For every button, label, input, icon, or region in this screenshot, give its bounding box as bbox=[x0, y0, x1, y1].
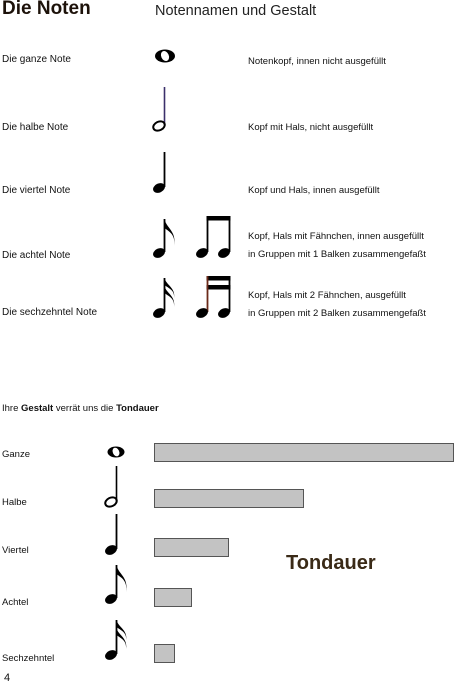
duration-label: Tondauer bbox=[286, 552, 376, 574]
duration-name-whole: Ganze bbox=[2, 449, 30, 460]
duration-name-eighth: Achtel bbox=[2, 597, 29, 608]
duration-bar-half bbox=[154, 489, 304, 508]
duration-name-half: Halbe bbox=[2, 497, 27, 508]
note-desc-half: Kopf mit Hals, nicht ausgefüllt bbox=[248, 122, 374, 133]
sixteenth-note-icon bbox=[150, 276, 184, 322]
note-desc-whole: Notenkopf, innen nicht ausgefüllt bbox=[248, 56, 386, 67]
whole-note-icon bbox=[150, 46, 180, 66]
page-title: Die Noten bbox=[2, 0, 91, 19]
quarter-note-small-icon bbox=[102, 512, 126, 558]
duration-bar-sixteenth bbox=[154, 644, 175, 663]
note-name-quarter: Die viertel Note bbox=[2, 185, 71, 196]
note-desc-eighth: Kopf, Hals mit Fähnchen, innen ausgefüllt in Gruppen mit 1 Balken zusammengefaßt bbox=[248, 231, 426, 260]
eighth-note-icon bbox=[150, 216, 184, 262]
beamed-sixteenths-icon bbox=[194, 276, 238, 322]
half-note-small-icon bbox=[102, 464, 126, 510]
beamed-eighths-icon bbox=[194, 216, 238, 262]
sixteenth-note-small-icon bbox=[102, 618, 136, 664]
note-desc-quarter: Kopf und Hals, innen ausgefüllt bbox=[248, 185, 380, 196]
note-name-sixteenth: Die sechzehntel Note bbox=[2, 307, 98, 318]
duration-bar-quarter bbox=[154, 538, 229, 557]
duration-intro: Ihre Gestalt verrät uns die Tondauer bbox=[2, 403, 159, 414]
duration-name-sixteenth: Sechzehntel bbox=[2, 653, 55, 664]
note-name-whole: Die ganze Note bbox=[2, 54, 71, 65]
note-name-eighth: Die achtel Note bbox=[2, 250, 71, 261]
page-number: 4 bbox=[4, 672, 11, 684]
duration-bar-eighth bbox=[154, 588, 192, 607]
whole-note-small-icon bbox=[104, 444, 128, 462]
page-subtitle: Notennamen und Gestalt bbox=[155, 3, 317, 19]
note-name-half: Die halbe Note bbox=[2, 122, 69, 133]
duration-bar-whole bbox=[154, 443, 454, 462]
quarter-note-icon bbox=[150, 150, 174, 196]
half-note-icon bbox=[150, 85, 174, 135]
note-desc-sixteenth: Kopf, Hals mit 2 Fähnchen, ausgefüllt in Gruppen mit 2 Balken zusammengefaßt bbox=[248, 290, 426, 319]
eighth-note-small-icon bbox=[102, 562, 136, 608]
duration-name-quarter: Viertel bbox=[2, 545, 29, 556]
